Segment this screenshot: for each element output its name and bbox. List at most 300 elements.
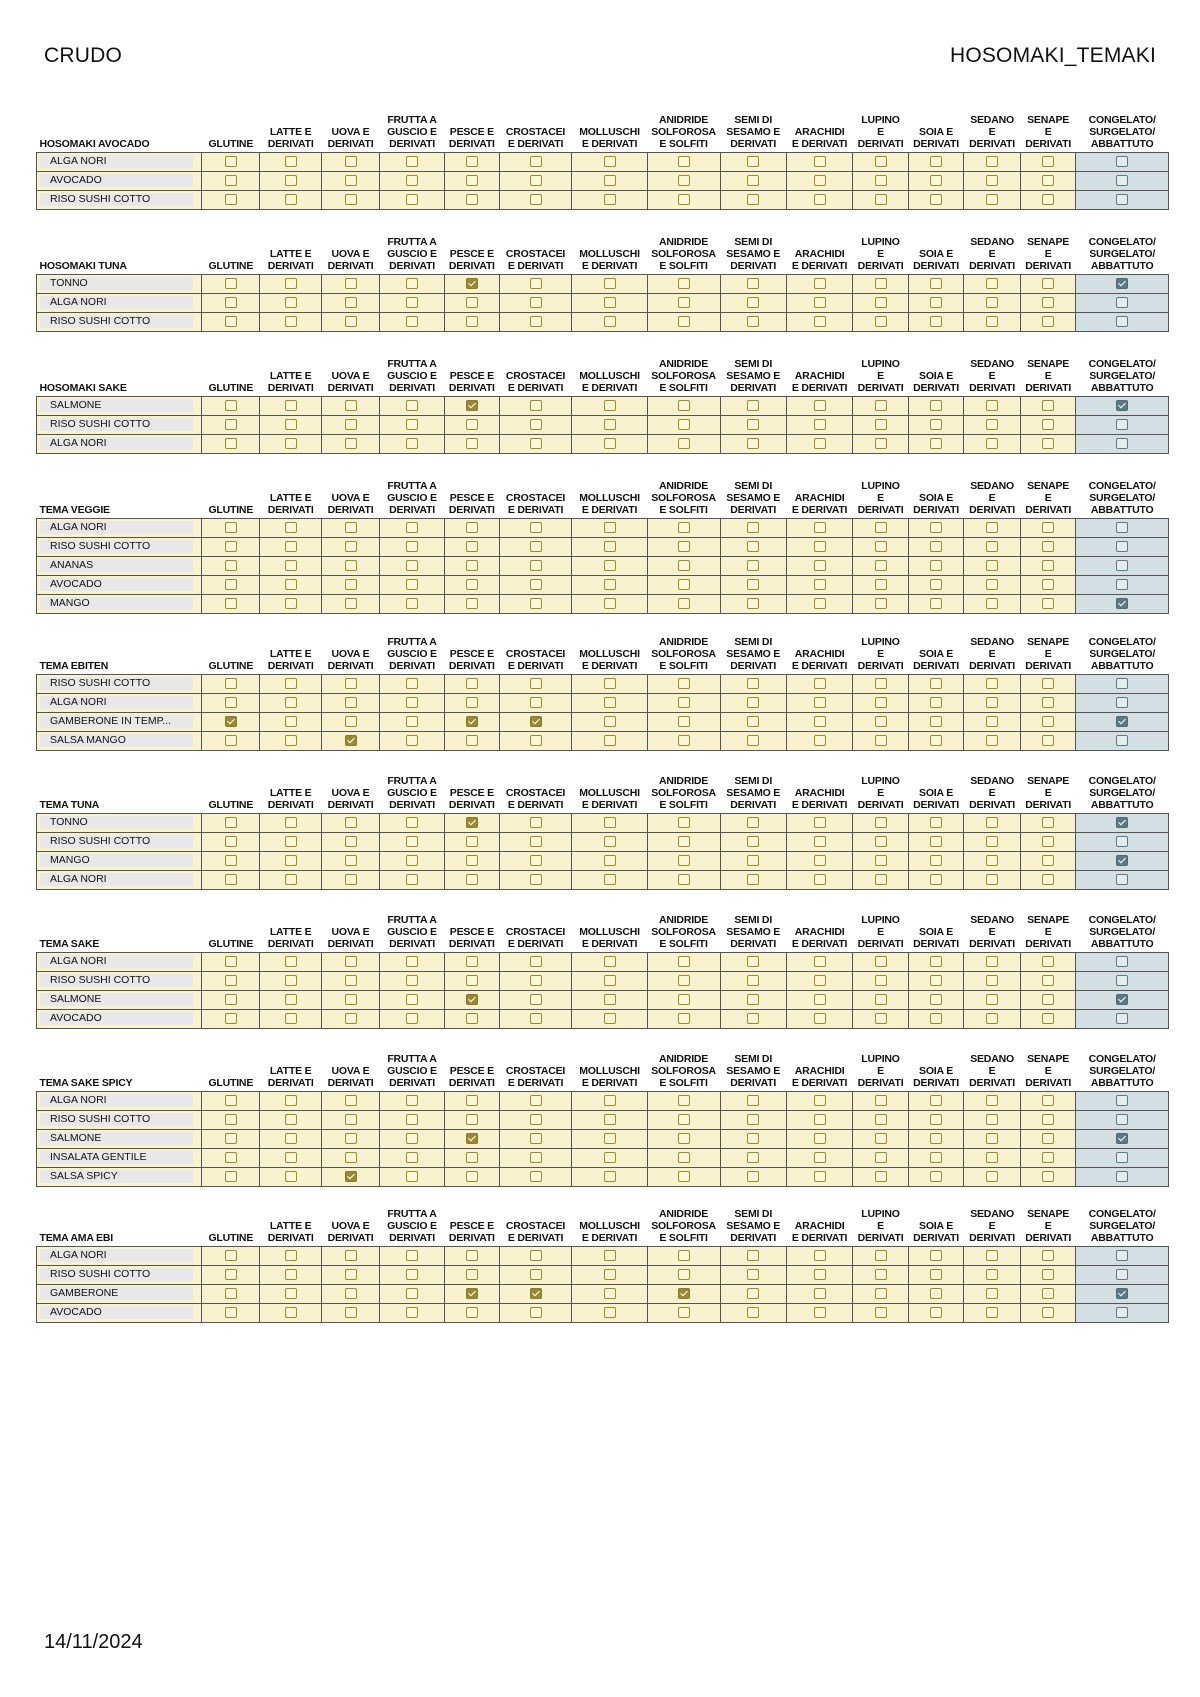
allergen-checkbox[interactable]: [814, 817, 826, 828]
allergen-checkbox[interactable]: [345, 1269, 357, 1280]
allergen-checkbox[interactable]: [530, 716, 542, 727]
allergen-checkbox[interactable]: [345, 994, 357, 1005]
allergen-checkbox[interactable]: [285, 194, 297, 205]
allergen-checkbox[interactable]: [930, 1114, 942, 1125]
allergen-checkbox[interactable]: [225, 1095, 237, 1106]
allergen-checkbox[interactable]: [814, 716, 826, 727]
allergen-checkbox[interactable]: [986, 1095, 998, 1106]
allergen-checkbox[interactable]: [814, 438, 826, 449]
allergen-checkbox[interactable]: [225, 836, 237, 847]
allergen-checkbox[interactable]: [678, 278, 690, 289]
allergen-checkbox[interactable]: [406, 579, 418, 590]
allergen-checkbox[interactable]: [1042, 678, 1054, 689]
allergen-checkbox[interactable]: [225, 316, 237, 327]
allergen-checkbox[interactable]: [604, 1269, 616, 1280]
allergen-checkbox[interactable]: [930, 697, 942, 708]
allergen-checkbox[interactable]: [406, 735, 418, 746]
allergen-checkbox[interactable]: [285, 419, 297, 430]
allergen-checkbox[interactable]: [345, 874, 357, 885]
frozen-checkbox[interactable]: [1116, 994, 1128, 1005]
allergen-checkbox[interactable]: [285, 716, 297, 727]
allergen-checkbox[interactable]: [345, 598, 357, 609]
allergen-checkbox[interactable]: [678, 1250, 690, 1261]
frozen-checkbox[interactable]: [1116, 716, 1128, 727]
allergen-checkbox[interactable]: [604, 175, 616, 186]
allergen-checkbox[interactable]: [747, 1095, 759, 1106]
allergen-checkbox[interactable]: [285, 400, 297, 411]
allergen-checkbox[interactable]: [875, 419, 887, 430]
allergen-checkbox[interactable]: [747, 678, 759, 689]
allergen-checkbox[interactable]: [814, 400, 826, 411]
allergen-checkbox[interactable]: [678, 855, 690, 866]
allergen-checkbox[interactable]: [604, 716, 616, 727]
allergen-checkbox[interactable]: [930, 579, 942, 590]
allergen-checkbox[interactable]: [466, 1250, 478, 1261]
allergen-checkbox[interactable]: [604, 1307, 616, 1318]
allergen-checkbox[interactable]: [930, 956, 942, 967]
allergen-checkbox[interactable]: [604, 1095, 616, 1106]
allergen-checkbox[interactable]: [530, 1250, 542, 1261]
allergen-checkbox[interactable]: [530, 874, 542, 885]
allergen-checkbox[interactable]: [930, 1269, 942, 1280]
allergen-checkbox[interactable]: [466, 1307, 478, 1318]
allergen-checkbox[interactable]: [678, 874, 690, 885]
allergen-checkbox[interactable]: [285, 1307, 297, 1318]
allergen-checkbox[interactable]: [678, 678, 690, 689]
allergen-checkbox[interactable]: [986, 817, 998, 828]
allergen-checkbox[interactable]: [986, 438, 998, 449]
allergen-checkbox[interactable]: [678, 817, 690, 828]
allergen-checkbox[interactable]: [345, 419, 357, 430]
allergen-checkbox[interactable]: [530, 855, 542, 866]
allergen-checkbox[interactable]: [225, 975, 237, 986]
allergen-checkbox[interactable]: [747, 438, 759, 449]
allergen-checkbox[interactable]: [225, 541, 237, 552]
allergen-checkbox[interactable]: [345, 975, 357, 986]
allergen-checkbox[interactable]: [466, 697, 478, 708]
allergen-checkbox[interactable]: [986, 522, 998, 533]
allergen-checkbox[interactable]: [285, 678, 297, 689]
allergen-checkbox[interactable]: [930, 678, 942, 689]
allergen-checkbox[interactable]: [930, 817, 942, 828]
allergen-checkbox[interactable]: [875, 956, 887, 967]
allergen-checkbox[interactable]: [747, 598, 759, 609]
allergen-checkbox[interactable]: [466, 541, 478, 552]
frozen-checkbox[interactable]: [1116, 1133, 1128, 1144]
allergen-checkbox[interactable]: [406, 522, 418, 533]
allergen-checkbox[interactable]: [466, 956, 478, 967]
allergen-checkbox[interactable]: [814, 560, 826, 571]
frozen-checkbox[interactable]: [1116, 817, 1128, 828]
allergen-checkbox[interactable]: [530, 1171, 542, 1182]
frozen-checkbox[interactable]: [1116, 419, 1128, 430]
allergen-checkbox[interactable]: [604, 579, 616, 590]
allergen-checkbox[interactable]: [406, 1171, 418, 1182]
allergen-checkbox[interactable]: [604, 1133, 616, 1144]
frozen-checkbox[interactable]: [1116, 735, 1128, 746]
allergen-checkbox[interactable]: [875, 278, 887, 289]
allergen-checkbox[interactable]: [604, 400, 616, 411]
allergen-checkbox[interactable]: [406, 975, 418, 986]
frozen-checkbox[interactable]: [1116, 678, 1128, 689]
allergen-checkbox[interactable]: [814, 579, 826, 590]
allergen-checkbox[interactable]: [530, 438, 542, 449]
allergen-checkbox[interactable]: [986, 579, 998, 590]
allergen-checkbox[interactable]: [986, 1133, 998, 1144]
allergen-checkbox[interactable]: [875, 817, 887, 828]
allergen-checkbox[interactable]: [345, 817, 357, 828]
allergen-checkbox[interactable]: [678, 994, 690, 1005]
allergen-checkbox[interactable]: [814, 297, 826, 308]
allergen-checkbox[interactable]: [747, 1269, 759, 1280]
allergen-checkbox[interactable]: [814, 994, 826, 1005]
allergen-checkbox[interactable]: [530, 1114, 542, 1125]
allergen-checkbox[interactable]: [986, 194, 998, 205]
allergen-checkbox[interactable]: [225, 1013, 237, 1024]
allergen-checkbox[interactable]: [604, 598, 616, 609]
frozen-checkbox[interactable]: [1116, 697, 1128, 708]
allergen-checkbox[interactable]: [1042, 1171, 1054, 1182]
allergen-checkbox[interactable]: [1042, 419, 1054, 430]
allergen-checkbox[interactable]: [225, 419, 237, 430]
allergen-checkbox[interactable]: [678, 975, 690, 986]
allergen-checkbox[interactable]: [604, 735, 616, 746]
allergen-checkbox[interactable]: [530, 194, 542, 205]
allergen-checkbox[interactable]: [814, 1133, 826, 1144]
allergen-checkbox[interactable]: [814, 175, 826, 186]
allergen-checkbox[interactable]: [406, 855, 418, 866]
allergen-checkbox[interactable]: [406, 956, 418, 967]
allergen-checkbox[interactable]: [875, 1307, 887, 1318]
allergen-checkbox[interactable]: [678, 836, 690, 847]
frozen-checkbox[interactable]: [1116, 1269, 1128, 1280]
allergen-checkbox[interactable]: [225, 1171, 237, 1182]
allergen-checkbox[interactable]: [678, 541, 690, 552]
allergen-checkbox[interactable]: [1042, 400, 1054, 411]
allergen-checkbox[interactable]: [814, 1095, 826, 1106]
allergen-checkbox[interactable]: [986, 1013, 998, 1024]
allergen-checkbox[interactable]: [285, 175, 297, 186]
allergen-checkbox[interactable]: [406, 678, 418, 689]
frozen-checkbox[interactable]: [1116, 194, 1128, 205]
allergen-checkbox[interactable]: [406, 419, 418, 430]
allergen-checkbox[interactable]: [225, 1288, 237, 1299]
allergen-checkbox[interactable]: [875, 678, 887, 689]
allergen-checkbox[interactable]: [285, 541, 297, 552]
frozen-checkbox[interactable]: [1116, 855, 1128, 866]
allergen-checkbox[interactable]: [875, 1013, 887, 1024]
allergen-checkbox[interactable]: [530, 560, 542, 571]
allergen-checkbox[interactable]: [747, 1114, 759, 1125]
allergen-checkbox[interactable]: [814, 419, 826, 430]
allergen-checkbox[interactable]: [747, 541, 759, 552]
allergen-checkbox[interactable]: [466, 874, 478, 885]
allergen-checkbox[interactable]: [406, 560, 418, 571]
allergen-checkbox[interactable]: [466, 994, 478, 1005]
allergen-checkbox[interactable]: [875, 1095, 887, 1106]
allergen-checkbox[interactable]: [604, 316, 616, 327]
allergen-checkbox[interactable]: [466, 316, 478, 327]
allergen-checkbox[interactable]: [345, 1133, 357, 1144]
allergen-checkbox[interactable]: [814, 522, 826, 533]
allergen-checkbox[interactable]: [604, 697, 616, 708]
allergen-checkbox[interactable]: [930, 1307, 942, 1318]
allergen-checkbox[interactable]: [466, 735, 478, 746]
allergen-checkbox[interactable]: [530, 1013, 542, 1024]
allergen-checkbox[interactable]: [406, 541, 418, 552]
allergen-checkbox[interactable]: [466, 855, 478, 866]
allergen-checkbox[interactable]: [604, 874, 616, 885]
allergen-checkbox[interactable]: [930, 1250, 942, 1261]
allergen-checkbox[interactable]: [530, 316, 542, 327]
allergen-checkbox[interactable]: [345, 175, 357, 186]
allergen-checkbox[interactable]: [530, 598, 542, 609]
allergen-checkbox[interactable]: [678, 598, 690, 609]
allergen-checkbox[interactable]: [678, 1307, 690, 1318]
allergen-checkbox[interactable]: [345, 716, 357, 727]
allergen-checkbox[interactable]: [875, 874, 887, 885]
allergen-checkbox[interactable]: [875, 975, 887, 986]
allergen-checkbox[interactable]: [285, 156, 297, 167]
allergen-checkbox[interactable]: [678, 1269, 690, 1280]
allergen-checkbox[interactable]: [604, 1171, 616, 1182]
allergen-checkbox[interactable]: [678, 716, 690, 727]
allergen-checkbox[interactable]: [225, 855, 237, 866]
allergen-checkbox[interactable]: [930, 1152, 942, 1163]
frozen-checkbox[interactable]: [1116, 579, 1128, 590]
allergen-checkbox[interactable]: [930, 975, 942, 986]
allergen-checkbox[interactable]: [225, 278, 237, 289]
allergen-checkbox[interactable]: [930, 400, 942, 411]
allergen-checkbox[interactable]: [466, 297, 478, 308]
frozen-checkbox[interactable]: [1116, 156, 1128, 167]
allergen-checkbox[interactable]: [604, 855, 616, 866]
allergen-checkbox[interactable]: [225, 1152, 237, 1163]
allergen-checkbox[interactable]: [225, 716, 237, 727]
allergen-checkbox[interactable]: [1042, 297, 1054, 308]
allergen-checkbox[interactable]: [285, 994, 297, 1005]
allergen-checkbox[interactable]: [1042, 522, 1054, 533]
allergen-checkbox[interactable]: [930, 297, 942, 308]
allergen-checkbox[interactable]: [466, 522, 478, 533]
allergen-checkbox[interactable]: [466, 817, 478, 828]
allergen-checkbox[interactable]: [466, 175, 478, 186]
allergen-checkbox[interactable]: [930, 438, 942, 449]
allergen-checkbox[interactable]: [406, 836, 418, 847]
allergen-checkbox[interactable]: [875, 855, 887, 866]
allergen-checkbox[interactable]: [1042, 697, 1054, 708]
allergen-checkbox[interactable]: [530, 956, 542, 967]
allergen-checkbox[interactable]: [345, 1152, 357, 1163]
allergen-checkbox[interactable]: [930, 716, 942, 727]
allergen-checkbox[interactable]: [930, 541, 942, 552]
allergen-checkbox[interactable]: [345, 297, 357, 308]
allergen-checkbox[interactable]: [1042, 560, 1054, 571]
allergen-checkbox[interactable]: [747, 194, 759, 205]
allergen-checkbox[interactable]: [604, 836, 616, 847]
allergen-checkbox[interactable]: [986, 994, 998, 1005]
allergen-checkbox[interactable]: [875, 1171, 887, 1182]
allergen-checkbox[interactable]: [285, 1250, 297, 1261]
allergen-checkbox[interactable]: [406, 1013, 418, 1024]
allergen-checkbox[interactable]: [678, 697, 690, 708]
allergen-checkbox[interactable]: [678, 419, 690, 430]
allergen-checkbox[interactable]: [747, 522, 759, 533]
allergen-checkbox[interactable]: [604, 678, 616, 689]
allergen-checkbox[interactable]: [406, 1114, 418, 1125]
frozen-checkbox[interactable]: [1116, 1288, 1128, 1299]
allergen-checkbox[interactable]: [678, 956, 690, 967]
allergen-checkbox[interactable]: [747, 735, 759, 746]
allergen-checkbox[interactable]: [466, 1013, 478, 1024]
allergen-checkbox[interactable]: [875, 697, 887, 708]
allergen-checkbox[interactable]: [875, 194, 887, 205]
allergen-checkbox[interactable]: [345, 400, 357, 411]
allergen-checkbox[interactable]: [345, 1114, 357, 1125]
allergen-checkbox[interactable]: [814, 855, 826, 866]
allergen-checkbox[interactable]: [678, 1288, 690, 1299]
allergen-checkbox[interactable]: [285, 579, 297, 590]
allergen-checkbox[interactable]: [986, 175, 998, 186]
allergen-checkbox[interactable]: [406, 1250, 418, 1261]
allergen-checkbox[interactable]: [345, 194, 357, 205]
allergen-checkbox[interactable]: [225, 956, 237, 967]
allergen-checkbox[interactable]: [986, 297, 998, 308]
allergen-checkbox[interactable]: [875, 1133, 887, 1144]
allergen-checkbox[interactable]: [225, 1114, 237, 1125]
allergen-checkbox[interactable]: [875, 579, 887, 590]
allergen-checkbox[interactable]: [1042, 579, 1054, 590]
allergen-checkbox[interactable]: [285, 522, 297, 533]
allergen-checkbox[interactable]: [285, 316, 297, 327]
allergen-checkbox[interactable]: [986, 1171, 998, 1182]
allergen-checkbox[interactable]: [930, 419, 942, 430]
frozen-checkbox[interactable]: [1116, 1152, 1128, 1163]
allergen-checkbox[interactable]: [604, 1250, 616, 1261]
allergen-checkbox[interactable]: [814, 1171, 826, 1182]
allergen-checkbox[interactable]: [225, 579, 237, 590]
allergen-checkbox[interactable]: [814, 678, 826, 689]
allergen-checkbox[interactable]: [814, 836, 826, 847]
frozen-checkbox[interactable]: [1116, 278, 1128, 289]
allergen-checkbox[interactable]: [530, 1152, 542, 1163]
allergen-checkbox[interactable]: [466, 419, 478, 430]
frozen-checkbox[interactable]: [1116, 400, 1128, 411]
allergen-checkbox[interactable]: [1042, 1013, 1054, 1024]
allergen-checkbox[interactable]: [930, 1171, 942, 1182]
allergen-checkbox[interactable]: [747, 874, 759, 885]
allergen-checkbox[interactable]: [466, 278, 478, 289]
allergen-checkbox[interactable]: [986, 836, 998, 847]
allergen-checkbox[interactable]: [406, 697, 418, 708]
allergen-checkbox[interactable]: [530, 522, 542, 533]
allergen-checkbox[interactable]: [604, 560, 616, 571]
allergen-checkbox[interactable]: [285, 1288, 297, 1299]
allergen-checkbox[interactable]: [285, 735, 297, 746]
allergen-checkbox[interactable]: [1042, 278, 1054, 289]
allergen-checkbox[interactable]: [345, 316, 357, 327]
allergen-checkbox[interactable]: [225, 297, 237, 308]
allergen-checkbox[interactable]: [930, 278, 942, 289]
allergen-checkbox[interactable]: [530, 419, 542, 430]
allergen-checkbox[interactable]: [285, 874, 297, 885]
allergen-checkbox[interactable]: [225, 175, 237, 186]
allergen-checkbox[interactable]: [225, 1250, 237, 1261]
allergen-checkbox[interactable]: [345, 1307, 357, 1318]
allergen-checkbox[interactable]: [986, 541, 998, 552]
allergen-checkbox[interactable]: [530, 697, 542, 708]
allergen-checkbox[interactable]: [466, 836, 478, 847]
allergen-checkbox[interactable]: [530, 1307, 542, 1318]
allergen-checkbox[interactable]: [1042, 541, 1054, 552]
frozen-checkbox[interactable]: [1116, 975, 1128, 986]
allergen-checkbox[interactable]: [930, 735, 942, 746]
allergen-checkbox[interactable]: [406, 1133, 418, 1144]
allergen-checkbox[interactable]: [604, 994, 616, 1005]
allergen-checkbox[interactable]: [604, 1013, 616, 1024]
allergen-checkbox[interactable]: [814, 1013, 826, 1024]
allergen-checkbox[interactable]: [345, 1171, 357, 1182]
allergen-checkbox[interactable]: [466, 579, 478, 590]
allergen-checkbox[interactable]: [225, 194, 237, 205]
allergen-checkbox[interactable]: [406, 297, 418, 308]
allergen-checkbox[interactable]: [604, 1288, 616, 1299]
allergen-checkbox[interactable]: [345, 956, 357, 967]
allergen-checkbox[interactable]: [466, 1152, 478, 1163]
allergen-checkbox[interactable]: [678, 735, 690, 746]
allergen-checkbox[interactable]: [345, 678, 357, 689]
allergen-checkbox[interactable]: [345, 522, 357, 533]
allergen-checkbox[interactable]: [986, 560, 998, 571]
allergen-checkbox[interactable]: [345, 697, 357, 708]
allergen-checkbox[interactable]: [285, 1095, 297, 1106]
allergen-checkbox[interactable]: [986, 956, 998, 967]
allergen-checkbox[interactable]: [285, 438, 297, 449]
allergen-checkbox[interactable]: [986, 400, 998, 411]
allergen-checkbox[interactable]: [986, 735, 998, 746]
allergen-checkbox[interactable]: [1042, 438, 1054, 449]
allergen-checkbox[interactable]: [530, 579, 542, 590]
allergen-checkbox[interactable]: [406, 156, 418, 167]
allergen-checkbox[interactable]: [875, 522, 887, 533]
allergen-checkbox[interactable]: [466, 716, 478, 727]
allergen-checkbox[interactable]: [986, 1307, 998, 1318]
allergen-checkbox[interactable]: [747, 1288, 759, 1299]
allergen-checkbox[interactable]: [406, 194, 418, 205]
frozen-checkbox[interactable]: [1116, 1114, 1128, 1125]
frozen-checkbox[interactable]: [1116, 541, 1128, 552]
allergen-checkbox[interactable]: [530, 541, 542, 552]
allergen-checkbox[interactable]: [345, 836, 357, 847]
allergen-checkbox[interactable]: [285, 1013, 297, 1024]
allergen-checkbox[interactable]: [604, 297, 616, 308]
allergen-checkbox[interactable]: [875, 716, 887, 727]
allergen-checkbox[interactable]: [1042, 175, 1054, 186]
allergen-checkbox[interactable]: [530, 817, 542, 828]
allergen-checkbox[interactable]: [747, 956, 759, 967]
allergen-checkbox[interactable]: [678, 560, 690, 571]
allergen-checkbox[interactable]: [1042, 855, 1054, 866]
allergen-checkbox[interactable]: [875, 438, 887, 449]
allergen-checkbox[interactable]: [678, 316, 690, 327]
allergen-checkbox[interactable]: [930, 194, 942, 205]
allergen-checkbox[interactable]: [285, 1152, 297, 1163]
allergen-checkbox[interactable]: [285, 956, 297, 967]
allergen-checkbox[interactable]: [930, 855, 942, 866]
allergen-checkbox[interactable]: [466, 678, 478, 689]
allergen-checkbox[interactable]: [345, 156, 357, 167]
allergen-checkbox[interactable]: [814, 156, 826, 167]
